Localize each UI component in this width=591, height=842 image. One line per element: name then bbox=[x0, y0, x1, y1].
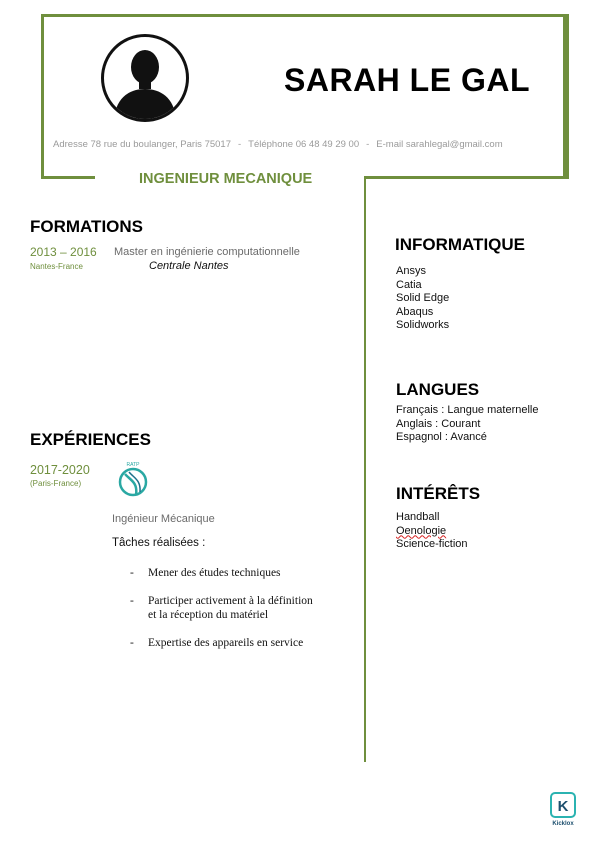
frame-edge bbox=[566, 14, 569, 179]
separator: - bbox=[366, 139, 370, 150]
contact-line bbox=[53, 139, 503, 150]
section-title-informatique: INFORMATIQUE bbox=[395, 235, 526, 254]
langues-list bbox=[396, 404, 538, 445]
list-item: Solidworks bbox=[396, 319, 450, 331]
list-item-text: Oenologie bbox=[396, 524, 447, 537]
separator: - bbox=[238, 139, 242, 150]
email[interactable]: E-mail sarahlegal@gmail.com bbox=[376, 139, 503, 150]
list-item: Français : Langue maternelle bbox=[396, 404, 539, 416]
interets-list bbox=[396, 511, 468, 552]
list-item: Handball bbox=[396, 511, 440, 523]
list-item: Ansys bbox=[396, 265, 426, 277]
formation-school: Centrale Nantes bbox=[149, 260, 229, 272]
section-title-formations: FORMATIONS bbox=[30, 217, 144, 236]
frame-edge bbox=[364, 176, 569, 179]
formation-degree: Master en ingénierie computationnelle bbox=[114, 246, 300, 258]
address: Adresse 78 rue du boulanger, Paris 75017 bbox=[53, 139, 231, 150]
formation-location: Nantes-France bbox=[30, 262, 83, 271]
experience-role: Ingénieur Mécanique bbox=[112, 513, 215, 525]
list-item: - Participer activement à la définition et la réception du matériel bbox=[130, 595, 313, 621]
section-title-langues: LANGUES bbox=[396, 380, 480, 399]
task-text: Expertise des appareils en service bbox=[148, 637, 304, 649]
list-item: - Mener des études techniques bbox=[128, 566, 313, 580]
kicklox-logo[interactable] bbox=[550, 792, 576, 826]
person-name: SARAH LE GAL bbox=[284, 62, 530, 98]
experience-location: (Paris-France) bbox=[30, 479, 82, 488]
task-text: Participer activement à la définition bbox=[148, 595, 313, 607]
kicklox-letter: K bbox=[557, 798, 569, 815]
section-title-experiences: EXPÉRIENCES bbox=[30, 430, 151, 449]
task-text: Mener des études techniques bbox=[148, 567, 281, 579]
list-item: - Expertise des appareils en service bbox=[128, 636, 313, 650]
task-text-cont: et la réception du matériel bbox=[148, 609, 269, 621]
informatique-list bbox=[396, 265, 449, 333]
ratp-logo-text: RATP bbox=[126, 462, 140, 468]
formation-years: 2013 – 2016 bbox=[30, 245, 97, 259]
list-item bbox=[396, 525, 468, 539]
list-item: Espagnol : Avancé bbox=[396, 431, 487, 443]
experience-years: 2017-2020 bbox=[30, 463, 90, 477]
tasks-heading: Tâches réalisées : bbox=[112, 537, 206, 549]
list-item: Science-fiction bbox=[396, 538, 468, 550]
column-divider bbox=[364, 176, 366, 762]
frame-edge bbox=[41, 176, 95, 179]
section-title-interets: INTÉRÊTS bbox=[396, 484, 481, 503]
phone: Téléphone 06 48 49 29 00 bbox=[248, 139, 360, 150]
list-item: Catia bbox=[396, 278, 422, 291]
avatar-icon bbox=[101, 34, 189, 122]
job-title: INGENIEUR MECANIQUE bbox=[139, 171, 313, 187]
kicklox-brand: Kicklox bbox=[552, 821, 574, 826]
list-item: Solid Edge bbox=[396, 292, 450, 304]
ratp-logo bbox=[116, 460, 150, 498]
list-item: Abaqus bbox=[396, 305, 434, 318]
task-list bbox=[128, 566, 313, 664]
list-item: Anglais : Courant bbox=[396, 417, 481, 430]
